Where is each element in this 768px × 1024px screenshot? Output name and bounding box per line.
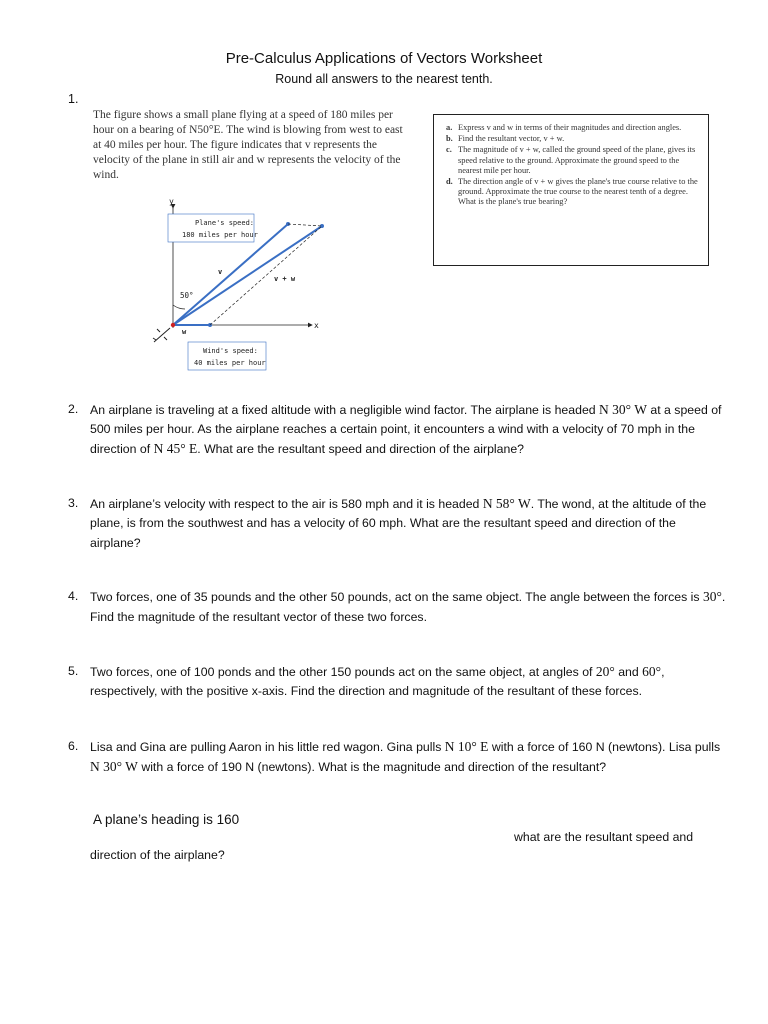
angle-arc <box>173 305 185 309</box>
w-label: w <box>182 328 187 336</box>
wind-speed-value: 40 miles per hour <box>194 359 266 367</box>
question-number: 3. <box>68 496 79 510</box>
question-5 <box>68 662 728 701</box>
question-1-parts-box <box>433 114 709 266</box>
question-text: Two forces, one of 100 ponds and the other 150 pounds act on the same object, at angles of 20° and 60°, respectively, with the positive x-axis. Find the direction and magnitude of the resultant of these forces. <box>90 664 665 698</box>
angle-label: 50° <box>180 291 194 300</box>
question-1-text: The figure shows a small plane flying at a speed of 180 miles per hour on a bearing of N50°E. The wind is blowing from west to east at 40 miles per hour. The figure indicates that v represents the velocity of the plane in still air and w represents the velocity of the wind. <box>93 109 403 181</box>
question-4 <box>68 587 728 627</box>
airplane-icon <box>153 328 170 342</box>
extra-text-direction: direction of the airplane? <box>90 848 225 862</box>
x-axis-label: x <box>314 321 319 330</box>
worksheet-title: Pre-Calculus Applications of Vectors Worksheet <box>225 50 543 67</box>
vector-diagram <box>140 192 340 380</box>
part-text: Find the resultant vector, v + w. <box>458 134 565 144</box>
question-text: Lisa and Gina are pulling Aaron in his little red wagon. Gina pulls N 10° E with a force of 160 N (newtons). Lisa pulls N 30° W with a force of 190 N (newtons). What is the magnitude and direction of the resultant? <box>90 739 721 774</box>
part-d <box>446 177 700 208</box>
question-number: 6. <box>68 739 79 753</box>
part-b <box>446 134 700 144</box>
worksheet-subtitle: Round all answers to the nearest tenth. <box>275 72 493 86</box>
question-2 <box>68 400 728 459</box>
v-plus-w-label: v + w <box>274 275 296 283</box>
part-label: a. <box>446 123 453 132</box>
question-1-number: 1. <box>68 92 79 106</box>
question-3 <box>68 494 728 553</box>
part-label: c. <box>446 145 452 155</box>
v-label: v <box>218 268 223 276</box>
part-label: d. <box>446 177 453 187</box>
question-number: 4. <box>68 589 79 603</box>
question-6 <box>68 737 728 777</box>
y-axis-label: y <box>169 197 174 206</box>
question-text: Two forces, one of 35 pounds and the other 50 pounds, act on the same object. The angle between the forces is 30°. Find the magnitude of the resultant vector of these two forces. <box>90 589 726 624</box>
question-text: An airplane’s velocity with respect to the air is 580 mph and it is headed N 58° W. The wond, at the altitude of the plane, is from the southwest and has a velocity of 60 mph. What are the resultant speed and direction of the airplane? <box>90 496 707 550</box>
question-number: 5. <box>68 664 79 678</box>
question-text: An airplane is traveling at a fixed altitude with a negligible wind factor. The airplane is headed N 30° W at a speed of 500 miles per hour. As the airplane reaches a certain point, it encounters a wind with a velocity of 70 mph in the direction of N 45° E. What are the resultant speed and direction of the airplane? <box>90 402 722 456</box>
extra-text-heading: A plane’s heading is 160 <box>93 812 240 827</box>
origin-point <box>171 323 175 327</box>
extra-text-fragment: what are the resultant speed and <box>514 830 694 844</box>
part-label: b. <box>446 134 453 144</box>
part-text: The direction angle of v + w gives the plane's true course relative to the ground. Approximate the true course to the nearest tenth of a degree. What is the plane's true bearing? <box>458 177 698 207</box>
wind-speed-label: Wind's speed: <box>203 347 258 355</box>
part-a <box>446 123 700 133</box>
part-text: The magnitude of v + w, called the ground speed of the plane, gives its speed relative to the ground. Approximate the ground speed to the nearest mile per hour. <box>458 145 696 175</box>
dashed-top <box>288 224 322 226</box>
plane-speed-value: 180 miles per hour <box>182 231 258 239</box>
question-number: 2. <box>68 402 79 416</box>
part-text: Express v and w in terms of their magnitudes and direction angles. <box>458 123 682 132</box>
plane-speed-label: Plane's speed: <box>195 219 255 227</box>
part-c <box>446 145 700 176</box>
